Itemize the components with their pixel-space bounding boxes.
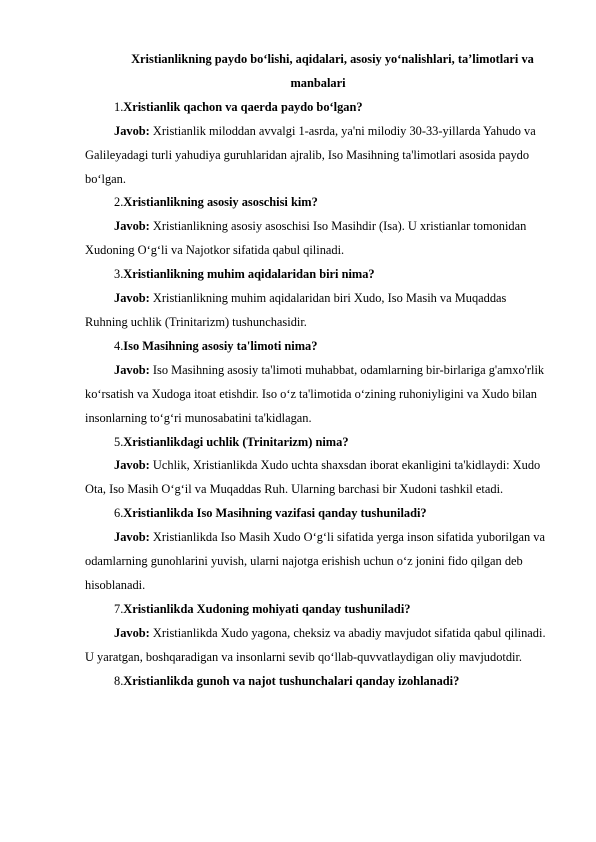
question-text: Xristianlik qachon va qaerda paydo bo‘lgan? [123,99,363,114]
answer-7 [85,622,551,670]
question-number: 2. [114,195,124,210]
answer-label: Javob: [114,291,150,306]
question-8 [85,670,551,694]
answer-1 [85,120,551,192]
answer-label: Javob: [114,625,150,640]
question-number: 3. [114,267,124,282]
question-1 [85,96,551,120]
document-title: Xristianlikning paydo bo‘lishi, aqidalari, asosiy yo‘nalishlari, ta’limotlari va manbalari [131,52,534,90]
answer-text: Iso Masihning asosiy ta'limoti muhabbat, odamlarning bir-birlariga g'amxo'rlik ko‘rsatish va Xudoga itoat etishdir. Iso o‘z ta'limotida o‘zining ruhoniyligini va Xudo bilan insonlarning to‘g‘ri munosabatini ta'kidlagan. [85,362,545,425]
question-6 [85,502,551,526]
answer-4 [85,359,551,431]
question-text: Xristianlikda Iso Masihning vazifasi qanday tushuniladi? [123,506,427,521]
document-body [85,48,551,693]
answer-label: Javob: [114,219,150,234]
answer-text: Xristianlikning asosiy asoschisi Iso Masihdir (Isa). U xristianlar tomonidan Xudoning O‘g‘li va Najotkor sifatida qabul qilinadi. [85,219,527,258]
question-number: 6. [114,506,124,521]
question-number: 5. [114,434,124,449]
question-number: 7. [114,601,124,616]
question-7 [85,598,551,622]
qa-list [85,96,551,694]
answer-2 [85,215,551,263]
question-2 [85,191,551,215]
answer-label: Javob: [114,530,150,545]
question-text: Xristianlikda Xudoning mohiyati qanday tushuniladi? [123,601,411,616]
question-text: Xristianlikning muhim aqidalaridan biri nima? [123,267,375,282]
answer-text: Uchlik, Xristianlikda Xudo uchta shaxsdan iborat ekanligini ta'kidlaydi: Xudo Ota, Iso Masih O‘g‘il va Muqaddas Ruh. Ularning barchasi bir Xudoni tashkil etadi. [85,458,541,497]
question-number: 1. [114,99,124,114]
question-text: Xristianlikning asosiy asoschisi kim? [123,195,318,210]
answer-5 [85,454,551,502]
question-text: Iso Masihning asosiy ta'limoti nima? [123,338,318,353]
answer-text: Xristianlik miloddan avvalgi 1-asrda, ya'ni milodiy 30-33-yillarda Yahudo va Galileyadagi turli yahudiya guruhlaridan ajralib, Iso Masihning ta'limotlari asosida paydo bo‘lgan. [85,123,536,186]
answer-text: Xristianlikda Iso Masih Xudo O‘g‘li sifatida yerga inson sifatida yuborilgan va odamlarning gunohlarini yuvish, ularni najotga erishish uchun o‘z jonini fido qilgan deb hisoblanadi. [85,530,545,592]
answer-label: Javob: [114,123,150,138]
answer-label: Javob: [114,362,150,377]
answer-3 [85,287,551,335]
question-text: Xristianlikda gunoh va najot tushunchalari qanday izohlanadi? [123,673,460,688]
question-4 [85,335,551,359]
answer-text: Xristianlikda Xudo yagona, cheksiz va abadiy mavjudot sifatida qabul qilinadi. U yaratgan, boshqaradigan va insonlarni sevib qo‘llab-quvvatlaydigan oliy mavjudotdir. [85,625,546,664]
answer-text: Xristianlikning muhim aqidalaridan biri Xudo, Iso Masih va Muqaddas Ruhning uchlik (Trinitarizm) tushunchasidir. [85,291,507,329]
question-number: 8. [114,673,124,688]
question-5 [85,431,551,455]
question-3 [85,263,551,287]
question-number: 4. [114,338,124,353]
question-text: Xristianlikdagi uchlik (Trinitarizm) nima? [123,434,349,449]
answer-label: Javob: [114,458,150,473]
answer-6 [85,526,551,598]
